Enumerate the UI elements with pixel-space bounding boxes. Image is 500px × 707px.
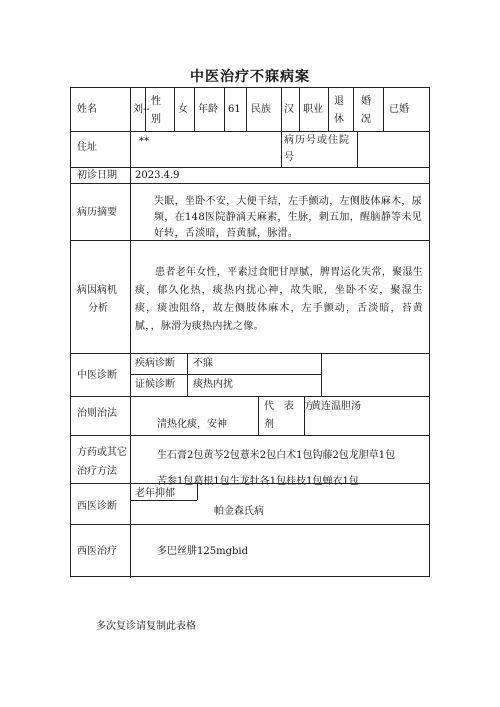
ethnicity-value: 汉	[284, 104, 294, 115]
visit-date-value: 2023.4.9	[135, 170, 180, 181]
summary-label: 病历摘要	[77, 207, 117, 218]
col-divider	[174, 88, 175, 131]
row-divider	[71, 183, 429, 184]
record-number-label: 病历号或住院	[284, 135, 350, 146]
name-value: 刘--	[133, 104, 150, 115]
marital-label-2: 况	[361, 114, 371, 125]
gender-value: 女	[178, 104, 188, 115]
age-value: 61	[228, 104, 241, 115]
address-value: **	[139, 136, 149, 147]
pathogenesis-text: 患者老年女性，平素过食肥甘厚腻，脾胃运化失常，聚湿生痰，郁久化热，痰热内扰心神，故失眠，坐卧不安，聚湿生痰，痰浊阻络，故左侧肢体麻木，左手颤动，舌淡暗，苔黄腻，，脉滑为痰热内扰之像。	[135, 267, 423, 332]
formula-value: 黄连温胆汤	[311, 401, 361, 412]
gender-label: 性	[151, 96, 161, 107]
syndrome-diagnosis-label: 证候诊断	[135, 379, 175, 390]
footer-note: 多次复诊请复制此表格	[96, 621, 196, 632]
row-divider	[71, 353, 429, 354]
col-divider	[328, 88, 329, 131]
summary-text: 失眠，坐卧不安，大便干结，左手颤动，左侧肢体麻木，尿频，在148医院静滴天麻素，生脉，刺五加，醒脑静等未见好转，舌淡暗，苔黄腻，脉滑。	[154, 196, 422, 239]
occupation-label: 职业	[303, 104, 323, 115]
marital-value: 已婚	[389, 104, 409, 115]
col-divider	[321, 353, 322, 396]
col-divider	[383, 88, 384, 131]
tcm-diagnosis-label: 中医诊断	[77, 370, 117, 381]
col-divider	[357, 131, 358, 167]
western-treatment-value: 多巴丝肼125mgbid	[157, 546, 248, 557]
col-divider	[246, 88, 247, 131]
row-divider	[71, 435, 429, 436]
disease-diagnosis-value: 不寐	[193, 358, 213, 369]
row-divider	[71, 131, 429, 132]
col-divider	[224, 88, 225, 131]
col-divider	[353, 88, 354, 131]
western-diagnosis-label: 西医诊断	[77, 501, 117, 512]
treatment-principle-label: 治则治法	[77, 408, 117, 419]
disease-diagnosis-label: 疾病诊断	[135, 358, 175, 369]
document-title: 中医治疗不寐病案	[190, 69, 310, 85]
col-divider	[130, 88, 131, 131]
row-divider	[71, 396, 429, 397]
row-divider	[130, 374, 321, 375]
western-treatment-label: 西医治疗	[77, 546, 117, 557]
col-divider	[281, 131, 282, 167]
row-divider	[71, 167, 429, 168]
prescription-label-2: 治疗方法	[77, 466, 117, 477]
gender-label-2: 别	[151, 114, 161, 125]
marital-label: 婚	[361, 96, 371, 107]
prescription-line-2: 苦参1包葛根1包生龙牡各1包桂枝1包蝉衣1包	[157, 476, 359, 487]
treatment-principle-value: 清热化痰，安神	[157, 419, 227, 430]
pathogenesis-label: 病因病机	[77, 285, 117, 296]
ethnicity-label: 民族	[251, 104, 271, 115]
col-divider	[281, 88, 282, 131]
medical-record-form	[70, 87, 430, 577]
western-diagnosis-value-2: 帕金森氏病	[214, 506, 264, 517]
col-divider	[299, 88, 300, 131]
occupation-value-2: 休	[334, 114, 344, 125]
age-label: 年龄	[198, 104, 218, 115]
formula-label: 代 表 方	[264, 401, 314, 412]
col-divider	[130, 131, 131, 167]
syndrome-diagnosis-value: 痰热内扰	[193, 379, 233, 390]
col-divider	[194, 88, 195, 131]
pathogenesis-label-2: 分析	[88, 303, 108, 314]
name-label: 姓名	[77, 104, 97, 115]
address-label: 住址	[77, 142, 97, 153]
row-divider	[71, 524, 429, 525]
col-divider	[130, 167, 131, 578]
col-divider	[258, 396, 259, 435]
formula-label-2: 剂	[264, 419, 274, 430]
western-diagnosis-value-1: 老年抑郁	[135, 488, 175, 499]
occupation-value: 退	[334, 96, 344, 107]
prescription-label: 方药或其它	[77, 447, 127, 458]
record-number-label-2: 号	[284, 152, 294, 163]
visit-date-label: 初诊日期	[77, 170, 117, 181]
prescription-line-1: 生石膏2包黄芩2包薏米2包白术1包钩藤2包龙胆草1包	[157, 450, 396, 461]
